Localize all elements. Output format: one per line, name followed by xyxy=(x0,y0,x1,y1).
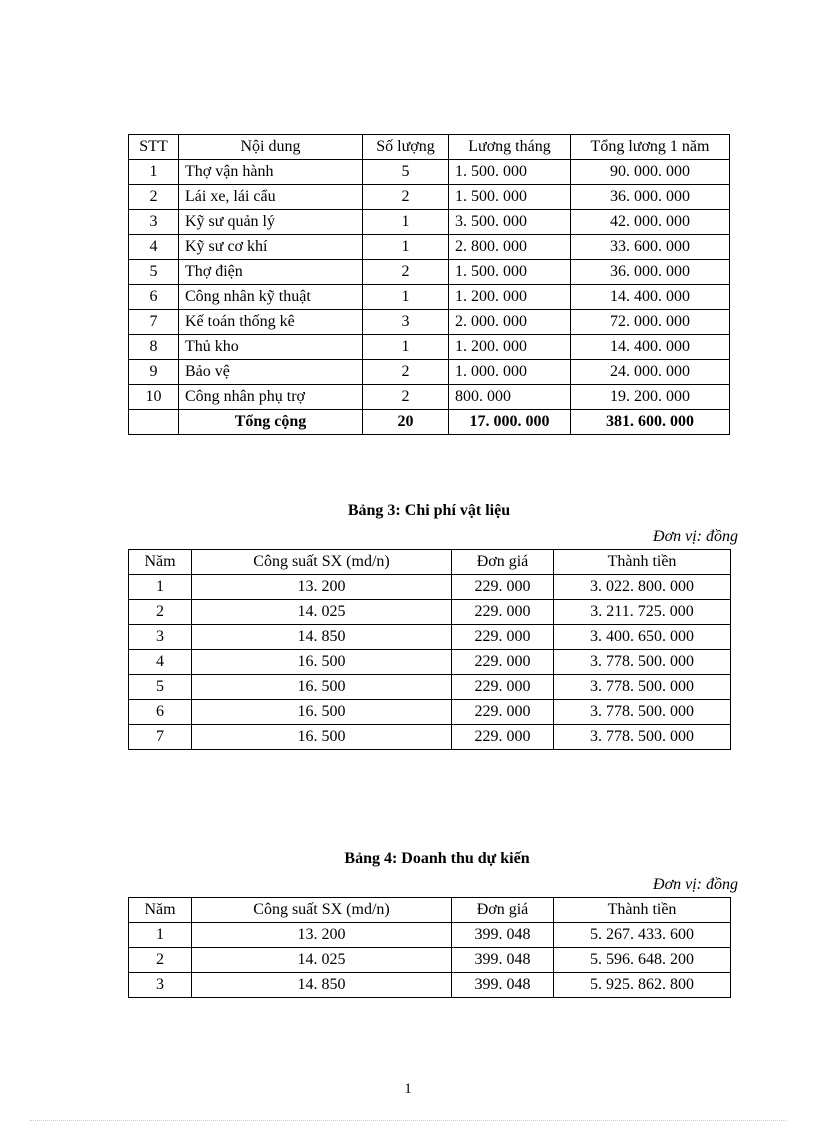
revenue-header-row xyxy=(129,898,731,923)
table-cell: 16. 500 xyxy=(192,700,452,725)
header-capacity: Công suất SX (md/n) xyxy=(192,550,452,575)
header-amount: Thành tiền xyxy=(554,898,731,923)
table-cell: 800. 000 xyxy=(449,385,571,410)
table-cell: 3. 778. 500. 000 xyxy=(554,700,731,725)
table-cell: 14. 400. 000 xyxy=(571,335,730,360)
table-cell: 1. 200. 000 xyxy=(449,285,571,310)
total-annual: 381. 600. 000 xyxy=(571,410,730,435)
materials-header-row xyxy=(129,550,731,575)
table-cell: 2 xyxy=(363,260,449,285)
salary-total-row xyxy=(129,410,730,435)
table-cell: 229. 000 xyxy=(452,600,554,625)
header-year: Năm xyxy=(129,898,192,923)
table-cell: 3. 211. 725. 000 xyxy=(554,600,731,625)
materials-row xyxy=(129,575,731,600)
table-cell: 33. 600. 000 xyxy=(571,235,730,260)
table-cell: Thợ điện xyxy=(179,260,363,285)
page-divider xyxy=(30,1120,786,1121)
table-cell: 6 xyxy=(129,285,179,310)
table-cell: 13. 200 xyxy=(192,923,452,948)
table-cell: 1 xyxy=(363,335,449,360)
header-unit-price: Đơn giá xyxy=(452,550,554,575)
table-cell: 3 xyxy=(129,210,179,235)
table-cell: 5 xyxy=(363,160,449,185)
table-cell: 1. 200. 000 xyxy=(449,335,571,360)
table-cell: 229. 000 xyxy=(452,650,554,675)
table-cell: 6 xyxy=(129,700,192,725)
header-unit-price: Đơn giá xyxy=(452,898,554,923)
table-cell: 7 xyxy=(129,725,192,750)
table-cell: 2 xyxy=(129,948,192,973)
materials-caption: Bảng 3: Chi phí vật liệu xyxy=(347,502,511,519)
table-cell: 1 xyxy=(363,285,449,310)
revenue-row xyxy=(129,948,731,973)
table-cell: 16. 500 xyxy=(192,675,452,700)
table-cell: 3. 778. 500. 000 xyxy=(554,725,731,750)
materials-row xyxy=(129,600,731,625)
table-cell: 2 xyxy=(363,360,449,385)
table-cell: Kỹ sư quản lý xyxy=(179,210,363,235)
table-cell: 90. 000. 000 xyxy=(571,160,730,185)
materials-row xyxy=(129,625,731,650)
table-cell: 3. 500. 000 xyxy=(449,210,571,235)
table-cell: 4 xyxy=(129,650,192,675)
header-content: Nội dung xyxy=(179,135,363,160)
salary-row xyxy=(129,235,730,260)
table-cell: 399. 048 xyxy=(452,923,554,948)
table-cell: 72. 000. 000 xyxy=(571,310,730,335)
table-cell: 2 xyxy=(363,385,449,410)
table-cell: 24. 000. 000 xyxy=(571,360,730,385)
table-cell: 2 xyxy=(129,600,192,625)
table-cell: 1 xyxy=(129,160,179,185)
table-cell: 16. 500 xyxy=(192,650,452,675)
table-cell: 19. 200. 000 xyxy=(571,385,730,410)
salary-row xyxy=(129,260,730,285)
table-cell: Lái xe, lái cẩu xyxy=(179,185,363,210)
table-cell: 3 xyxy=(363,310,449,335)
table-cell: 14. 025 xyxy=(192,600,452,625)
table-cell: 7 xyxy=(129,310,179,335)
table-cell: Thợ vận hành xyxy=(179,160,363,185)
table-cell: 229. 000 xyxy=(452,575,554,600)
table-cell: 16. 500 xyxy=(192,725,452,750)
table-cell: 14. 850 xyxy=(192,625,452,650)
table-cell: 5. 925. 862. 800 xyxy=(554,973,731,998)
table-cell: 3. 778. 500. 000 xyxy=(554,650,731,675)
table-cell: 4 xyxy=(129,235,179,260)
table-cell: 14. 400. 000 xyxy=(571,285,730,310)
total-monthly: 17. 000. 000 xyxy=(449,410,571,435)
table-cell: 3 xyxy=(129,625,192,650)
table-cell: 13. 200 xyxy=(192,575,452,600)
materials-table xyxy=(128,549,731,750)
table-cell: 5. 267. 433. 600 xyxy=(554,923,731,948)
total-quantity: 20 xyxy=(363,410,449,435)
header-annual-salary: Tổng lương 1 năm xyxy=(571,135,730,160)
table-cell: 36. 000. 000 xyxy=(571,260,730,285)
table-cell: 2 xyxy=(363,185,449,210)
table-cell: 1. 000. 000 xyxy=(449,360,571,385)
revenue-table xyxy=(128,897,731,998)
table-cell: 3. 400. 650. 000 xyxy=(554,625,731,650)
total-label: Tổng cộng xyxy=(179,410,363,435)
table-cell: 42. 000. 000 xyxy=(571,210,730,235)
table-cell: Công nhân phụ trợ xyxy=(179,385,363,410)
header-stt: STT xyxy=(129,135,179,160)
materials-row xyxy=(129,675,731,700)
salary-row xyxy=(129,285,730,310)
salary-row xyxy=(129,185,730,210)
salary-row xyxy=(129,360,730,385)
table-cell: 2. 000. 000 xyxy=(449,310,571,335)
table-cell: 1 xyxy=(129,575,192,600)
table-cell: Công nhân kỹ thuật xyxy=(179,285,363,310)
table-cell: 9 xyxy=(129,360,179,385)
revenue-row xyxy=(129,973,731,998)
header-monthly-salary: Lương tháng xyxy=(449,135,571,160)
materials-row xyxy=(129,725,731,750)
table-cell: 229. 000 xyxy=(452,700,554,725)
salary-row xyxy=(129,160,730,185)
table-cell: 1 xyxy=(363,210,449,235)
table-cell: 229. 000 xyxy=(452,725,554,750)
table-cell: 3. 022. 800. 000 xyxy=(554,575,731,600)
header-quantity: Số lượng xyxy=(363,135,449,160)
materials-row xyxy=(129,650,731,675)
table-cell: 399. 048 xyxy=(452,973,554,998)
salary-header-row xyxy=(129,135,730,160)
page-number: 1 xyxy=(404,1081,412,1097)
materials-row xyxy=(129,700,731,725)
header-amount: Thành tiền xyxy=(554,550,731,575)
table-cell: 8 xyxy=(129,335,179,360)
table-cell: 229. 000 xyxy=(452,625,554,650)
table-cell: 1 xyxy=(129,923,192,948)
table-cell: 3 xyxy=(129,973,192,998)
header-capacity: Công suất SX (md/n) xyxy=(192,898,452,923)
table-cell: Bảo vệ xyxy=(179,360,363,385)
table-cell: Kỹ sư cơ khí xyxy=(179,235,363,260)
salary-row xyxy=(129,210,730,235)
table-cell: 229. 000 xyxy=(452,675,554,700)
salary-row xyxy=(129,385,730,410)
table-cell: 14. 025 xyxy=(192,948,452,973)
revenue-unit: Đơn vị: đồng xyxy=(653,876,738,893)
table-cell: 1. 500. 000 xyxy=(449,185,571,210)
table-cell: Thủ kho xyxy=(179,335,363,360)
table-cell: 3. 778. 500. 000 xyxy=(554,675,731,700)
table-cell: Kế toán thống kê xyxy=(179,310,363,335)
total-stt xyxy=(129,410,179,435)
table-cell: 1. 500. 000 xyxy=(449,260,571,285)
salary-row xyxy=(129,335,730,360)
table-cell: 1 xyxy=(363,235,449,260)
table-cell: 1. 500. 000 xyxy=(449,160,571,185)
table-cell: 5. 596. 648. 200 xyxy=(554,948,731,973)
revenue-caption: Bảng 4: Doanh thu dự kiến xyxy=(344,850,530,867)
table-cell: 399. 048 xyxy=(452,948,554,973)
revenue-row xyxy=(129,923,731,948)
table-cell: 2. 800. 000 xyxy=(449,235,571,260)
table-cell: 10 xyxy=(129,385,179,410)
table-cell: 5 xyxy=(129,260,179,285)
salary-table xyxy=(128,134,730,435)
header-year: Năm xyxy=(129,550,192,575)
table-cell: 36. 000. 000 xyxy=(571,185,730,210)
table-cell: 5 xyxy=(129,675,192,700)
materials-unit: Đơn vị: đồng xyxy=(653,528,738,545)
table-cell: 14. 850 xyxy=(192,973,452,998)
salary-row xyxy=(129,310,730,335)
table-cell: 2 xyxy=(129,185,179,210)
